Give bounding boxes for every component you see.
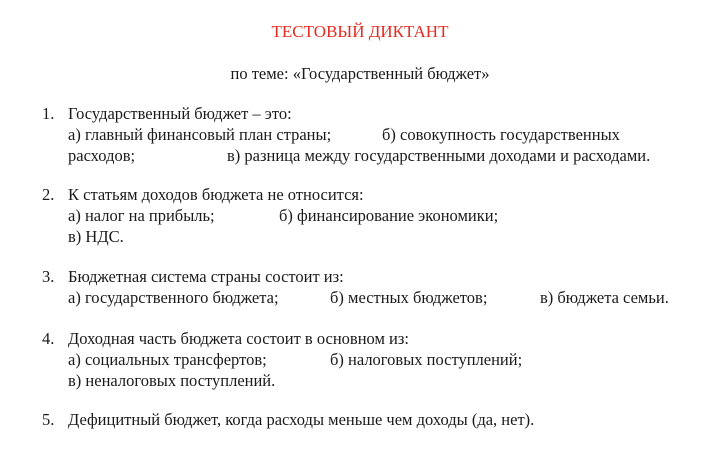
option-a: а) налог на прибыль; — [68, 206, 215, 225]
option-c: в) НДС. — [68, 227, 124, 246]
option-c: в) разница между государственными доходами и расходами. — [227, 146, 651, 165]
option-b: б) налоговых поступлений; — [330, 350, 523, 369]
option-a: а) государственного бюджета; — [68, 288, 279, 307]
question-number: 2. — [42, 185, 55, 204]
option-b-continued: расходов; — [68, 146, 136, 165]
question-number: 1. — [42, 104, 55, 123]
option-b: б) совокупность государственных — [382, 125, 620, 144]
document-title: ТЕСТОВЫЙ ДИКТАНТ — [271, 22, 449, 41]
option-b: б) местных бюджетов; — [330, 288, 488, 307]
question-text: Бюджетная система страны состоит из: — [68, 267, 344, 286]
question-text: Доходная часть бюджета состоит в основном из: — [68, 329, 409, 348]
document-subtitle: по теме: «Государственный бюджет» — [230, 64, 490, 83]
question-text: Дефицитный бюджет, когда расходы меньше чем доходы (да, нет). — [68, 410, 535, 429]
question-text: К статьям доходов бюджета не относится: — [68, 185, 364, 204]
option-b: б) финансирование экономики; — [279, 206, 499, 225]
question-number: 3. — [42, 267, 55, 286]
option-a: а) главный финансовый план страны; — [68, 125, 332, 144]
question-text: Государственный бюджет – это: — [68, 104, 292, 123]
question-number: 5. — [42, 410, 55, 429]
option-c: в) бюджета семьи. — [540, 288, 669, 307]
option-c: в) неналоговых поступлений. — [68, 371, 276, 390]
option-a: а) социальных трансфертов; — [68, 350, 267, 369]
question-number: 4. — [42, 329, 55, 348]
